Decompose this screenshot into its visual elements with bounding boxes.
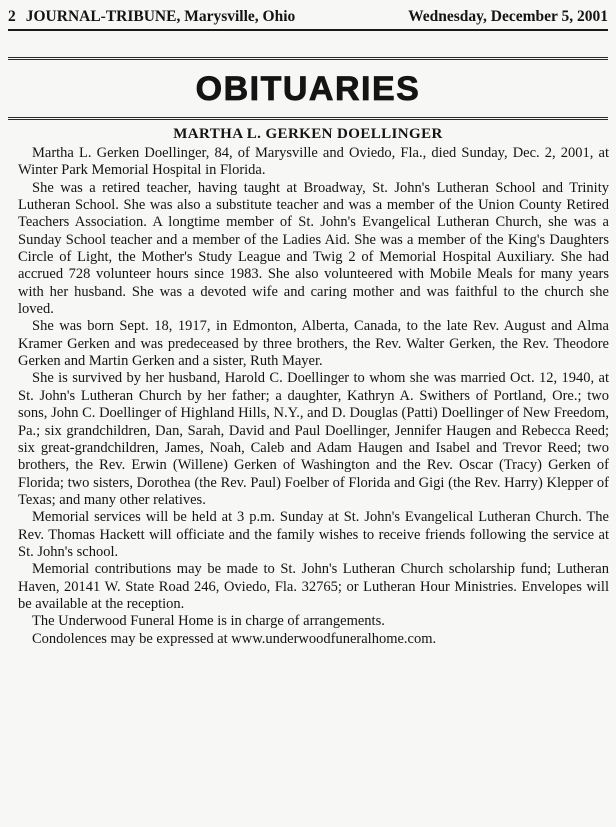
section-title: OBITUARIES — [195, 70, 421, 108]
obituary-paragraph: Memorial services will be held at 3 p.m. Sunday at St. John's Evangelical Lutheran Church. The Rev. Thomas Hackett will officiate and the family wishes to receive friends following the service at St. John's school. — [18, 509, 609, 560]
page-header — [8, 6, 608, 28]
obituary-paragraph: She was born Sept. 18, 1917, in Edmonton, Alberta, Canada, to the late Rev. August and Alma Kramer Gerken and was predeceased by three brothers, the Rev. Walter Gerken, the Rev. Theodore Gerken and Martin Gerken and a sister, Ruth Mayer. — [18, 318, 609, 370]
newspaper-name: JOURNAL-TRIBUNE, Marysville, Ohio — [25, 8, 296, 25]
obituary-paragraph: Memorial contributions may be made to St. John's Lutheran Church scholarship fund; Lutheran Haven, 20141 W. State Road 246, Oviedo, Fla. 32765; or Lutheran Hour Ministries. Envelopes will be available at the reception. — [18, 561, 609, 612]
header-rule — [8, 29, 608, 31]
obituary-paragraph: Condolences may be expressed at www.underwoodfuneralhome.com. — [32, 630, 437, 647]
obituary-name: MARTHA L. GERKEN DOELLINGER — [173, 126, 443, 142]
obituary-paragraph: Martha L. Gerken Doellinger, 84, of Marysville and Oviedo, Fla., died Sunday, Dec. 2, 2001, at Winter Park Memorial Hospital in Florida. — [18, 145, 609, 179]
obituary-body — [18, 145, 609, 648]
obituary-paragraph: She was a retired teacher, having taught at Broadway, St. John's Lutheran School and Trinity Lutheran School. She was also a substitute teacher and was a member of the Union County Retired Teachers Association. A longtime member of St. John's Evangelical Lutheran Church, she was a Sunday School teacher and a member of the Ladies Aid. She was a member of the King's Daughters Circle of Light, the Mother's Study League and Twig 2 of Memorial Hospital Auxiliary. She had accrued 728 volunteer hours since 1983. She also volunteered with Mobile Meals for many years with her husband. She was a devoted wife and caring mother and was faithful to the church she loved. — [18, 179, 609, 318]
section-rule-top — [8, 57, 608, 61]
issue-date: Wednesday, December 5, 2001 — [408, 8, 608, 25]
page-number: 2 — [8, 8, 16, 25]
section-rule-bottom — [8, 117, 608, 121]
obituary-paragraph: The Underwood Funeral Home is in charge of arrangements. — [32, 613, 385, 630]
obituary-paragraph: She is survived by her husband, Harold C. Doellinger to whom she was married Oct. 12, 1940, at St. John's Lutheran Church by her father; a daughter, Kathryn A. Swithers of Portland, Ore.; two sons, John C. Doellinger of Highland Hills, N.Y., and D. Douglas (Patti) Doellinger of New Freedom, Pa.; six grandchildren, Dan, Sarah, David and Paul Doellinger, Jennifer Haugen and Rebecca Reed; six great-grandchildren, James, Noah, Caleb and Adam Haugen and Isabel and Trevor Reed; two brothers, the Rev. Erwin (Willene) Gerken of Washington and the Rev. Oscar (Tracy) Gerken of Florida; two sisters, Dorothea (the Rev. Paul) Foelber of Florida and Gigi (the Rev. Harry) Klepper of Texas; and many other relatives. — [18, 370, 609, 508]
